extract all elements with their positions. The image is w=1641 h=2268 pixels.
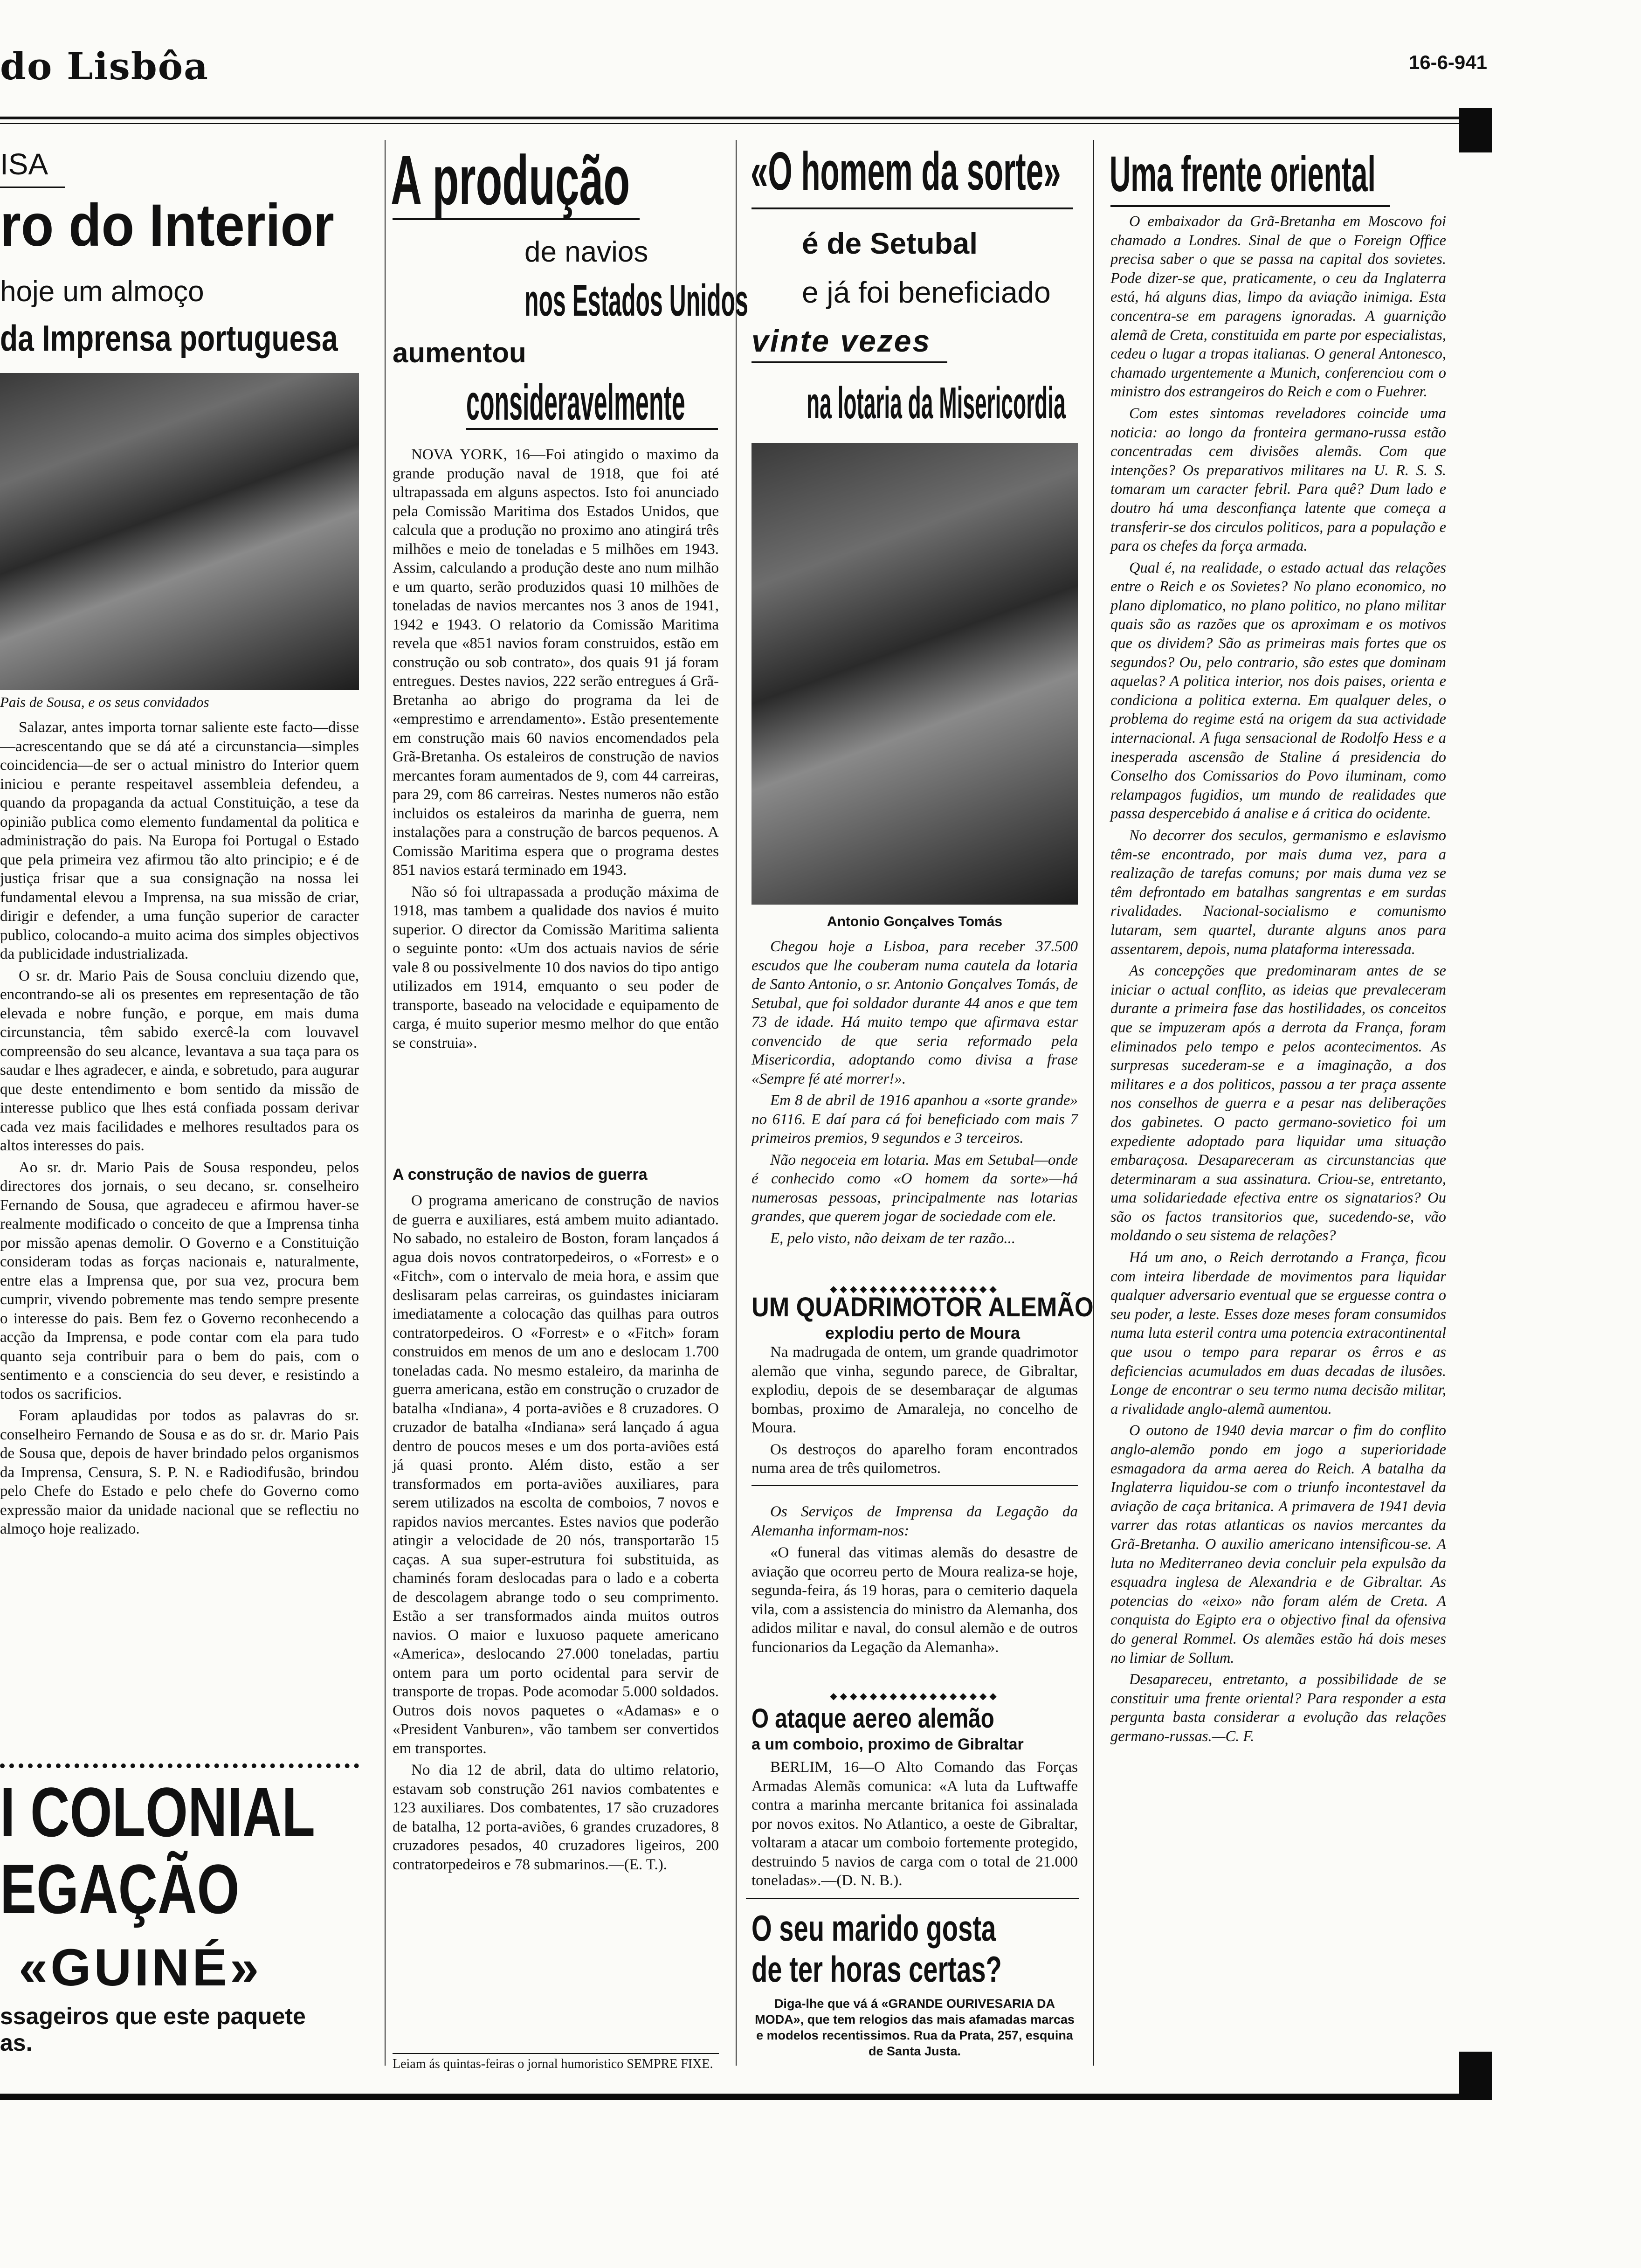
top-rule-thin <box>0 123 1469 124</box>
sorte-sub1: é de Setubal <box>802 227 978 260</box>
portrait-caption: Antonio Gonçalves Tomás <box>827 914 1003 929</box>
paragraph: Com estes sintomas reveladores coincide uma noticia: ao longo da fronteira germano-russa estão concentradas cem divisões alemãs. Com que intenções? Os preparativos militares na U. R. S. S. tomaram um caracter febril. Para quê? Dum lado e doutro há uma desconfiança latente que começa a transferir-se dos circulos politicos, para a população e para os chefes da força armada. <box>1110 405 1446 555</box>
ornament-divider: ◆◆◆◆◆◆◆◆◆◆◆◆◆◆◆◆◆ <box>830 1691 1000 1701</box>
ad-passengers: ssageiros que este paquete <box>0 2003 306 2029</box>
headline-underline <box>393 218 640 220</box>
ataque-text: BERLIM, 16—O Alto Comando das Forças Armadas Alemãs comunica: «A luta da Luftwaffe contra a marinha mercante britanica foi assinalada por novos exitos. No Atlantico, a oeste de Gibraltar, voltaram a atacar um comboio fortemente protegido, destruindo 5 navios de carga com o total de 21.000 toneladas».—(D. N. B.). <box>752 1759 1078 1889</box>
legation-quote <box>752 1543 1078 1657</box>
ad-marido-line1: O seu marido gosta <box>752 1908 996 1949</box>
legation-intro-text: Os Serviços de Imprensa da Legação da Alemanha informam-nos: <box>752 1503 1078 1539</box>
frente-body <box>1110 212 1446 1746</box>
left-photo-caption: Pais de Sousa, e os seus convidados <box>0 694 209 710</box>
quadrimotor-sub: explodiu perto de Moura <box>825 1323 1020 1342</box>
producao-body <box>393 445 719 1052</box>
frente-headline: Uma frente oriental <box>1110 145 1376 202</box>
sorte-headline: «O homem da sorte» <box>751 141 1061 201</box>
kicker-rule <box>0 187 65 188</box>
producao-sub3: aumentou <box>393 337 526 368</box>
ad-ourivesaria-text: Diga-lhe que vá á «GRANDE OURIVESARIA DA MODA», que tem relogios das mais afamadas marcas e modelos recentissimos. Rua da Prata, 257, esquina de Santa Justa. <box>755 1997 1075 2058</box>
paragraph: As concepções que predominaram antes de se iniciar o actual conflito, as ideias que prevaleceram durante a primeira fase das hostilidades, os conceitos que se impuzeram após a derrota da França, foram eliminados pelo tempo e pelos acontecimentos. As surpresas sucederam-se e a imaginação, a dos militares e a dos politicos, passou a ter praça assente nos conselhos de guerra e a pesar nas deliberações dos gabinetes. O pacto germano-sovietico foi um expediente adoptado para liquidar uma situação embaraçosa. Desapareceram as circunstancias que determinaram a sua assinatura. Criou-se, entretanto, uma solidariedade efectiva entre os signatarios? Ou são os factos transitorios que, sucedendo-se, vão moldando o seu sistema de relações? <box>1110 962 1446 1245</box>
paragraph: No decorrer dos seculos, germanismo e eslavismo têm-se encontrado, por mais duma vez, para a realização de tarefas comuns; por mais duma vez se têm defrontado em batalhas sangrentas e em surdas rivalidades. Nacional-socialismo e comunismo lutaram, sem quartel, durante alguns anos para assentarem, depois, numa plataforma interessada. <box>1110 827 1446 958</box>
ad-marido-line2: de ter horas certas? <box>752 1949 1002 1990</box>
paragraph: NOVA YORK, 16—Foi atingido o maximo da grande produção naval de 1918, que foi até ultrapassada em alguns aspectos. Isto foi anunciado pela Comissão Maritima dos Estados Unidos, que calcula que a produção no proximo ano atingirá três milhões e meio de toneladas e 5 milhões em 1943. Assim, calculando a produção deste ano num milhão e um quarto, serão produzidos quasi 10 milhões de toneladas de navios mercantes nos 3 anos de 1941, 1942 e 1943. O relatorio da Comissão Maritima revela que «851 navios foram construidos, estão em construção ou sob contrato», dos quais 91 já foram entregues. Destes navios, 222 serão entregues á Grã-Bretanha ao abrigo do programa da lei de «emprestimo e arrendamento». Estão presentemente em construção mais 60 navios encomendados pela Grã-Bretanha. Os estaleiros de construção de navios mercantes foram aumentados de 9, com 44 carreiras, para 29, com 86 carreiras. Nestes numeros não estão incluidos os estaleiros da marinha de guerra, nem instalações para a construção de barcos pequenos. A Comissão Maritima espera que o programa destes 851 navios estará terminado em 1943. <box>393 446 719 878</box>
luncheon-photo <box>0 373 359 690</box>
ataque-headline: O ataque aereo alemão <box>752 1703 994 1734</box>
paragraph: E, pelo visto, não deixam de ter razão... <box>770 1230 1016 1247</box>
column-divider <box>736 140 737 2066</box>
paragraph: Desapareceu, entretanto, a possibilidade de se constituir uma frente oriental? Para responder a esta pergunta basta considerar a evolução das relações germano-russas.—C. F. <box>1110 1671 1446 1745</box>
quadrimotor-headline: UM QUADRIMOTOR ALEMÃO <box>752 1292 1094 1322</box>
sorte-sub4: na lotaria da Misericordia <box>807 378 1066 428</box>
paragraph: Não negoceia em lotaria. Mas em Setubal—onde é conhecido como «O homem da sorte»—há numerosas pessoas, principalmente nas lotarias grandes, que querem jogar de sociedade com ele. <box>752 1151 1078 1225</box>
ataque-sub: a um comboio, proximo de Gibraltar <box>752 1736 1024 1753</box>
paragraph: Qual é, na realidade, o estado actual das relações entre o Reich e os Sovietes? No plano economico, no plano diplomatico, no plano politico, no plano militar quais são as razões que os aproximam e os motivos que os dividem? São as primeiras mais fortes que os segundos? Ou, pelo contrario, são estes que dominam aquelas? A politica interior, nos dois paises, orienta e condiciona a politica externa. Em qualquer deles, o problema do regime está na origem da sua actividade internacional. A fuga sensacional de Rodolfo Hess e a inesperada ascensão de Staline á presidencia do Conselho dos Comissarios do Povo iluminam, como relampagos fugidios, um mundo de realidades que passa despercebido á analise e á critica do ocidente. <box>1110 559 1446 823</box>
producao-headline: A produção <box>391 141 630 219</box>
paragraph: Na madrugada de ontem, um grande quadrimotor alemão que vinha, segundo parece, de Gibraltar, explodiu, depois de se desembaraçar de algumas bombas, proximo de Amaraleja, no concelho de Moura. <box>752 1344 1078 1436</box>
left-article-body <box>0 718 359 1539</box>
paragraph: Foram aplaudidas por todos as palavras do sr. conselheiro Fernando de Sousa e as do sr. dr. Mario Pais de Sousa que, depois de haver brindado pelos organismos da Imprensa, Censura, S. P. N. e Radiodifusão, brindou pelo Chefe do Estado e pelo chefe do Governo como expressão maior da unidade nacional que se reflectiu no almoço hoje realizado. <box>0 1407 359 1537</box>
headline-underline <box>752 361 947 363</box>
paragraph: No dia 12 de abril, data do ultimo relatorio, estavam sob construção 261 navios combatentes e 123 auxiliares. Dos combatentes, 17 são cruzadores de batalha, 12 porta-aviões, 6 grandes cruzadores, 8 cruzadores pesados, 40 cruzadores ligeiros, 200 contratorpedeiros e 78 submarinos.—(E. T.). <box>393 1762 719 1873</box>
paragraph: Não só foi ultrapassada a produção máxima de 1918, mas tambem a qualidade dos navios é muito superior. O director da Comissão Maritima salienta o seguinte ponto: «Um dos actuais navios de série vale 8 ou possivelmente 10 dos navios do tipo antigo utilizados em 1914, emquanto o seu poder de transporte, baseado na velocidade e equipamento de carga, é muito superior mesmo melhor do que então se construia». <box>393 883 719 1051</box>
left-subheadline: hoje um almoço <box>0 276 204 308</box>
paragraph: Em 8 de abril de 1916 apanhou a «sorte grande» no 6116. E daí para cá foi beneficiado com mais 7 primeiros premios, 9 segundos e 3 terceiros. <box>752 1092 1078 1147</box>
left-subheadline-2: da Imprensa portuguesa <box>0 318 338 359</box>
paragraph: Há um ano, o Reich derrotando a França, ficou com inteira liberdade de movimentos para liquidar qualquer adversario eventual que se erguesse contra o seu poder, a leste. Esses doze meses foram consumidos numa luta esteril contra uma potencia extracontinental que usou o tempo para reparar os êrros e as deficiencias acumulados em duas decadas de ilusões. Longe de encontrar o seu termo numa decisão militar, a rivalidade anglo-alemã aumentou. <box>1110 1249 1446 1418</box>
sorte-body <box>752 937 1078 1248</box>
ad-guine: «GUINÉ» <box>19 1938 262 1997</box>
left-kicker: ISA <box>0 147 48 181</box>
paragraph: O programa americano de construção de navios de guerra e auxiliares, está ambem muito adiantado. No sabado, no estaleiro de Boston, foram lançados á agua dois novos contratorpedeiros, o «Forrest» e o «Fitch», com o intervalo de meia hora, e assim que deslisaram pelas carreiras, os guindastes iniciaram imediatamente a colocação das quilhas para outros contratorpedeiros. O «Forrest» e o «Fitch» foram construidos em menos de um ano e deslocam 1.700 toneladas cada. No mesmo estaleiro, da marinha de guerra americana, estão em construção o cruzador de batalha «Indiana», 4 porta-aviões e 8 cruzadores. O cruzador de batalha «Indiana» será lançado á agua dentro de poucos meses e um dos porta-aviões está já quasi pronto. Além disto, estão a ser transformados em porta-aviões auxiliares, para serem utilizados na escolta de comboios, 7 novos e rapidos navios mercantes. Estes navios que poderão atingir a velocidade de 20 nós, transportarão 15 caças. A sua super-estrutura foi substituida, as chaminés foram deslocadas para o lado e a coberta de descolagem abrange todo o seu comprimento. Estão a ser transformados ainda muitos outros navios. O maior e luxuoso paquete americano «America», deslocando 27.000 toneladas, partiu ontem para um porto ocidental para servir de transporte de tropas. Pode acomodar 5.000 soldados. Outros dois novos paquetes o «Adamas» e o «President Vanburen», vão tambem ser convertidos em transportes. <box>393 1192 719 1757</box>
producao-sub2: nos Estados Unidos <box>524 276 748 325</box>
top-rule <box>0 117 1469 119</box>
ad-colonial: I COLONIAL <box>0 1773 315 1851</box>
left-headline: ro do Interior <box>0 192 334 259</box>
paragraph: O outono de 1940 devia marcar o fim do conflito anglo-alemão pondo em jogo a superioridade esmagadora da arma aerea do Reich. A batalha da Inglaterra liquidou-se com o triunfo incontestavel da aviação de caça britanica. A primavera de 1941 devia varrer das rotas atlanticas os navios mercantes da Grã-Bretanha. O auxilio americano intensificou-se. A luta no Mediterraneo devia concluir pela expulsão da esquadra inglesa de Alexandria e de Gibraltar. As potencias do «eixo» não foram além de Creta. A conquista do Egipto era o objectivo final da ofensiva do general Rommel. Os alemães estão há dois meses no limiar de Sollum. <box>1110 1422 1446 1666</box>
ad-border <box>0 1763 359 1768</box>
column-divider <box>385 140 386 2066</box>
producao-sub4: consideravelmente <box>466 374 685 430</box>
paragraph: Ao sr. dr. Mario Pais de Sousa respondeu, pelos directores dos jornais, o seu decano, sr. conselheiro Fernando de Sousa, que agradeceu e afirmou haver-se realmente modificado o conceito de que a Imprensa tinha por missão apenas demolir. O Governo e a Constituição consideram todas as forças nacionais e, naturalmente, entre elas a Imprensa que, por sua vez, procura bem cumprir, vivendo pobremente mas tendo sempre presente o interesse do pais. Bem fez o Governo reconhecendo a acção da Imprensa, e pode contar com ela para tudo quanto seja contribuir para o bem do pais, com o sentimento e a consciencia do seu dever, e resistindo a todos os sacrificios. <box>0 1159 359 1403</box>
ad-top-rule <box>746 1898 1079 1899</box>
ad-tail: as. <box>0 2030 33 2056</box>
sorte-sub2: e já foi beneficiado <box>802 276 1051 309</box>
sempre-fixe-note: Leiam ás quintas-feiras o jornal humoristico SEMPRE FIXE. <box>393 2057 713 2071</box>
producao-sub1: de navios <box>524 236 648 268</box>
producao-subhead: A construção de navios de guerra <box>393 1166 648 1183</box>
column-divider <box>1093 140 1094 2066</box>
paragraph: Chegou hoje a Lisboa, para receber 37.500 escudos que lhe couberam numa cautela da lotaria de Santo Antonio, o sr. Antonio Gonçalves Tomás, de Setubal, que foi soldador durante 44 anos e que tem 73 de idade. Há muito tempo que afirmava estar convencido de que seria reformado pela Misericordia, adoptando como divisa a frase «Sempre fé até morrer!». <box>752 938 1078 1087</box>
black-corner-block-bottom <box>1459 2052 1492 2094</box>
producao-body-2 <box>393 1191 719 1874</box>
black-corner-block <box>1459 108 1492 152</box>
headline-underline <box>752 207 1073 209</box>
paragraph: Os destroços do aparelho foram encontrados numa area de três quilometros. <box>752 1441 1078 1477</box>
quadrimotor-body <box>752 1343 1078 1478</box>
headline-underline <box>1110 205 1390 207</box>
portrait-photo <box>752 443 1078 905</box>
paragraph: Salazar, antes importa tornar saliente este facto—disse—acrescentando que se dá até a circunstancia—simples coincidencia—de ser o actual ministro do Interior quem iniciou e perante respeitavel assembleia defendeu, a quando da propaganda da actual Constituição, a tese da opinião publica como elemento fundamental da politica e administração do pais. Na Europa foi Portugal o Estado que pela primeira vez afirmou tão alto principio; e é de justiça frisar que a sua consignação na nossa lei fundamental elevou a Imprensa, na sua missão de criar, dirigir e defender, a uma função superior de caracter publico, colocando-a muito acima dos simples objectivos da publicidade industrializada. <box>0 719 359 962</box>
ornament-divider: ◆◆◆◆◆◆◆◆◆◆◆◆◆◆◆◆◆ <box>830 1284 1000 1294</box>
article-rule <box>752 1485 1078 1486</box>
ataque-body <box>752 1758 1078 1890</box>
issue-date: 16-6-941 <box>1408 51 1487 73</box>
footnote-rule <box>393 2053 719 2054</box>
legation-quote-text: «O funeral das vitimas alemãs do desastre de aviação que ocorreu perto de Moura realiza-se hoje, segunda-feira, ás 19 horas, para o cemiterio daquela vila, com a assistencia do ministro da Alemanha, dos adidos militar e naval, do consul alemão e de outros funcionarios da Legação da Alemanha». <box>752 1544 1078 1656</box>
ad-legacao: EGAÇÃO <box>0 1850 240 1928</box>
paragraph: O sr. dr. Mario Pais de Sousa concluiu dizendo que, encontrando-se ali os presentes em representação de tão elevada e nobre função, e porque, em mais duma circunstancia, têm sabido exercê-la com louvavel compreensão do seu alcance, levantava a sua taça para os saudar e lhes agradecer, e ainda, e sobretudo, para augurar que deste entendimento e bom sentido da missão de interesse publico que lhes está confiada possam derivar cada vez mais facilidades e melhores resultados para os altos interesses do pais. <box>0 967 359 1154</box>
legation-intro <box>752 1502 1078 1540</box>
masthead: do Lisbôa <box>0 44 209 88</box>
sorte-sub3: vinte vezes <box>752 324 931 358</box>
headline-underline <box>466 428 718 430</box>
paragraph: O embaixador da Grã-Bretanha em Moscovo foi chamado a Londres. Sinal de que o Foreign Office precisa saber o que se passa na capital dos sovietes. Pode dizer-se que, praticamente, o ceu da Inglaterra está, há alguns dias, limpo da aviação inimiga. Esta concentra-se em paragens ignoradas. A guarnição alemã de Creta, constituida em parte por especialistas, cedeu o lugar a tropas italianas. O general Antonesco, chamado urgentemente a Munich, conferenciou com o ministro dos estrangeiros do Reich e com o Fuehrer. <box>1110 213 1446 401</box>
bottom-rule <box>0 2094 1492 2100</box>
